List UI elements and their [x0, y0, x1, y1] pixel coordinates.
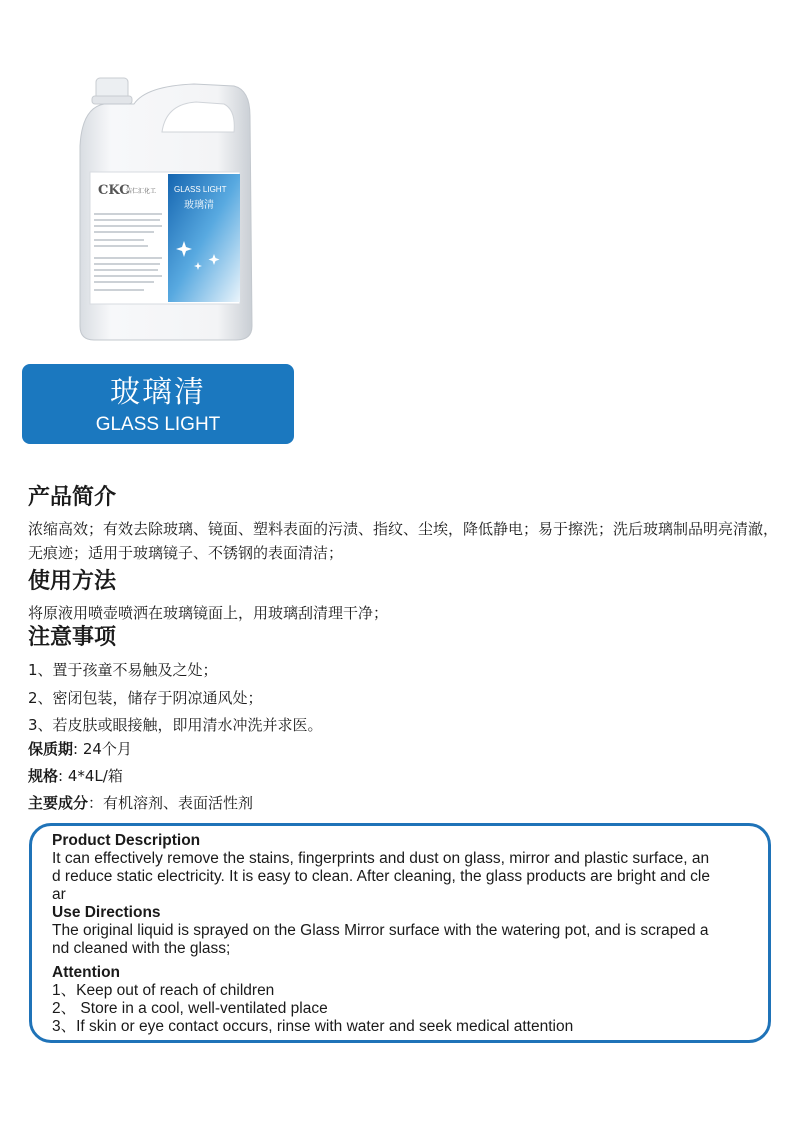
note-item: 2、密闭包装，储存于阴凉通风处；	[28, 689, 263, 707]
shelf-life-row	[28, 737, 778, 761]
banner-title-cn: 玻璃清	[110, 375, 206, 410]
ingredient-row	[28, 791, 778, 815]
usage-heading: 使用方法	[28, 569, 117, 594]
attention-heading: Attention	[52, 964, 121, 981]
spacer	[52, 958, 746, 960]
use-line: The original liquid is sprayed on the Glass Mirror surface with the watering pot, and is scraped a	[52, 922, 709, 939]
attention-line: 1、Keep out of reach of children	[52, 982, 275, 999]
size-label: 规格	[28, 767, 59, 785]
english-info-box	[29, 823, 771, 1043]
notes-heading: 注意事项	[28, 625, 117, 650]
use-heading: Use Directions	[52, 904, 161, 921]
intro-section	[28, 484, 778, 565]
usage-section	[28, 568, 778, 625]
size-value: : 4*4L/箱	[58, 767, 123, 785]
bottle-brand: CKC	[98, 183, 130, 198]
ingredient-label: 主要成分	[28, 794, 89, 812]
note-item: 3、若皮肤或眼接触，即用清水冲洗并求医。	[28, 716, 323, 734]
intro-text: 浓缩高效；有效去除玻璃、镜面、塑料表面的污渍、指纹、尘埃，降低静电；易于擦洗；洗后玻璃制品明亮清澈，无痕迹；适用于玻璃镜子、不锈钢的表面清洁；	[28, 520, 779, 562]
product-title-banner	[22, 364, 294, 444]
size-row	[28, 764, 778, 788]
bottle-label-cn: 玻璃清	[184, 200, 214, 211]
use-line: nd cleaned with the glass;	[52, 940, 231, 957]
note-item: 1、置于孩童不易触及之处；	[28, 661, 218, 679]
attention-line: 2、 Store in a cool, well-ventilated place	[52, 1000, 328, 1017]
product-bottle-image	[74, 76, 260, 344]
desc-heading: Product Description	[52, 832, 201, 849]
bottle-brand-cn: 洁仁汇化工	[126, 188, 157, 195]
ingredient-value: ：有机溶剂、表面活性剂	[88, 794, 254, 812]
intro-heading: 产品简介	[28, 485, 117, 510]
attention-line: 3、If skin or eye contact occurs, rinse with water and seek medical attention	[52, 1018, 574, 1035]
desc-line: It can effectively remove the stains, fingerprints and dust on glass, mirror and plastic surface, an	[52, 850, 710, 867]
desc-line: ar	[52, 886, 66, 903]
shelf-life-label: 保质期	[28, 740, 74, 758]
notes-section	[28, 624, 778, 652]
desc-line: d reduce static electricity. It is easy to clean. After cleaning, the glass products are bright and cle	[52, 868, 710, 885]
banner-title-en: GLASS LIGHT	[95, 414, 221, 435]
shelf-life-value: : 24个月	[73, 740, 132, 758]
bottle-label-en: GLASS LIGHT	[174, 185, 227, 194]
usage-text: 将原液用喷壶喷洒在玻璃镜面上，用玻璃刮清理干净；	[28, 604, 389, 622]
